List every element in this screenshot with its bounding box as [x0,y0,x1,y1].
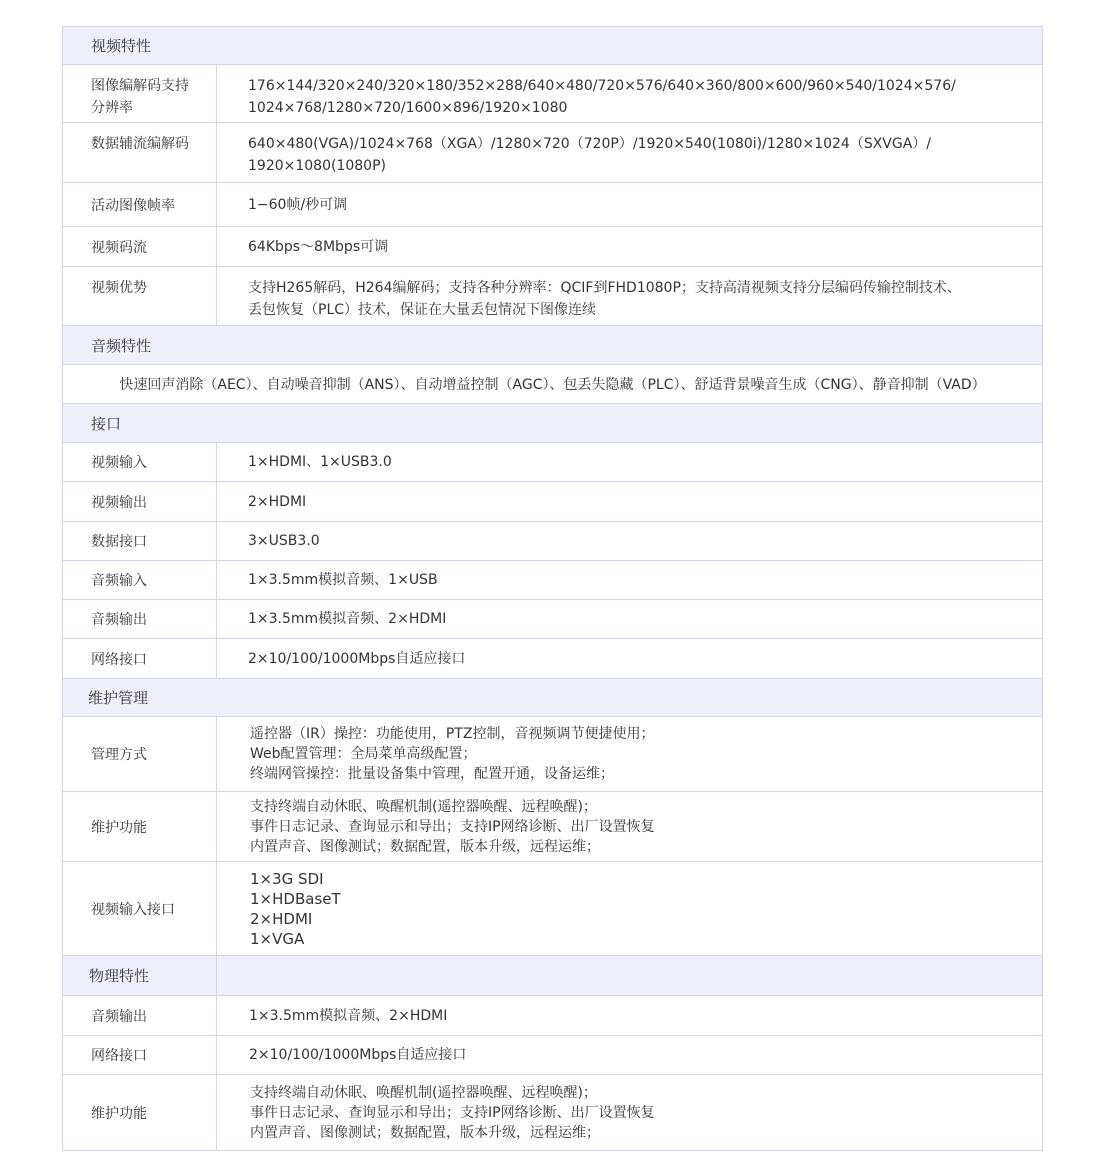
table-row [63,482,1042,522]
value-line: 事件日志记录、查询显示和导出；支持IP网络诊断、出厂设置恢复 [250,1104,655,1121]
row-value: 2×HDMI [248,493,307,510]
section-title: 物理特性 [63,956,217,995]
row-label: 视频输入 [63,443,217,481]
row-label: 视频输出 [63,482,217,521]
value-line: 1×3G SDI [250,869,324,888]
section-header-physical [63,956,1042,996]
row-value [217,65,1042,122]
value-line: 终端网管操控：批量设备集中管理，配置开通，设备运维； [250,766,614,782]
label-line: 图像编解码支持 [91,78,189,94]
value-line: 丢包恢复（PLC）技术，保证在大量丢包情况下图像连续 [248,302,597,318]
row-value [217,717,1042,791]
value-line: 64Kbps～8Mbps可调 [248,238,389,255]
audio-features-row [63,365,1042,404]
row-label: 数据接口 [63,522,217,560]
value-line: 640×480(VGA)/1024×768（XGA）/1280×720（720P）/1920×540(1080i)/1280×1024（SXVGA）/ [248,136,932,152]
row-value: 2×10/100/1000Mbps自适应接口 [248,650,466,667]
row-label [63,65,217,122]
table-row [63,227,1042,267]
value-line: 176×144/320×240/320×180/352×288/640×480/720×576/640×360/800×600/960×540/1024×576/ [248,78,956,94]
section-title: 接口 [91,414,122,433]
row-label: 音频输入 [63,561,217,599]
value-line: 2×HDMI [250,909,313,928]
row-value [217,183,1042,226]
row-value [217,123,1042,182]
row-value [217,227,1042,266]
section-header-video [63,27,1042,65]
table-row [63,65,1042,123]
row-value: 1×3.5mm模拟音频、1×USB [248,572,438,588]
row-value: 2×10/100/1000Mbps自适应接口 [249,1047,467,1063]
table-row [63,1075,1042,1150]
table-row [63,267,1042,326]
row-label: 网络接口 [63,639,217,678]
table-row [63,522,1042,561]
value-line: 内置声音、图像测试；数据配置，版本升级，远程运维； [250,838,600,855]
value-line: 内置声音、图像测试；数据配置，版本升级，远程运维； [250,1124,600,1141]
table-row [63,862,1042,956]
header-empty-cell [217,956,1042,995]
row-value: 1×HDMI、1×USB3.0 [248,454,392,470]
row-value [217,1075,1042,1150]
row-label: 视频优势 [63,267,217,325]
row-label: 音频输出 [63,996,217,1035]
value-line: 1920×1080(1080P) [248,158,386,174]
table-row [63,600,1042,639]
row-value [217,862,1042,955]
row-value: 1×3.5mm模拟音频、2×HDMI [248,611,447,627]
section-title: 维护管理 [88,689,149,707]
row-label: 视频输入接口 [63,862,217,955]
label-line: 分辨率 [91,100,133,116]
row-label: 活动图像帧率 [63,183,217,226]
table-row [63,639,1042,679]
section-title: 音频特性 [91,336,152,355]
value-line: 1×HDBaseT [250,889,341,908]
value-line: 遥控器（IR）操控：功能使用，PTZ控制，音视频调节便捷使用； [250,726,655,742]
value-line: 支持终端自动休眠、唤醒机制(遥控器唤醒、远程唤醒)； [250,798,597,815]
table-row [63,443,1042,482]
row-label: 视频码流 [63,227,217,266]
row-label: 网络接口 [63,1036,217,1074]
value-line: 1−60帧/秒可调 [248,196,348,213]
value-line: 事件日志记录、查询显示和导出；支持IP网络诊断、出厂设置恢复 [250,818,655,835]
value-line: 1×VGA [250,929,305,948]
table-row [63,183,1042,227]
table-row [63,123,1042,183]
value-line: Web配置管理：全局菜单高级配置； [250,746,477,762]
row-value [217,267,1042,325]
table-row [63,792,1042,862]
section-header-audio [63,326,1042,365]
value-line: 1024×768/1280×720/1600×896/1920×1080 [248,100,568,116]
row-value [217,792,1042,861]
value-line: 支持H265解码，H264编解码；支持各种分辨率：QCIF到FHD1080P；支持高清视频支持分层编码传输控制技术、 [248,280,961,296]
row-label: 音频输出 [63,600,217,638]
section-title: 视频特性 [91,37,152,55]
table-row [63,717,1042,792]
row-label: 管理方式 [63,717,217,791]
row-value: 3×USB3.0 [248,533,320,549]
row-label: 数据辅流编解码 [63,123,217,182]
audio-features-text: 快速回声消除（AEC）、自动噪音抑制（ANS）、自动增益控制（AGC）、包丢失隐藏（PLC）、舒适背景噪音生成（CNG）、静音抑制（VAD） [119,377,986,393]
section-header-interfaces [63,404,1042,443]
value-line: 支持终端自动休眠、唤醒机制(遥控器唤醒、远程唤醒)； [250,1084,597,1101]
table-row [63,561,1042,600]
row-label: 维护功能 [63,792,217,861]
table-row [63,1036,1042,1075]
section-header-maintenance [63,679,1042,717]
row-label: 维护功能 [63,1075,217,1150]
spec-table [62,26,1043,1151]
table-row [63,996,1042,1036]
row-value: 1×3.5mm模拟音频、2×HDMI [249,1007,448,1024]
